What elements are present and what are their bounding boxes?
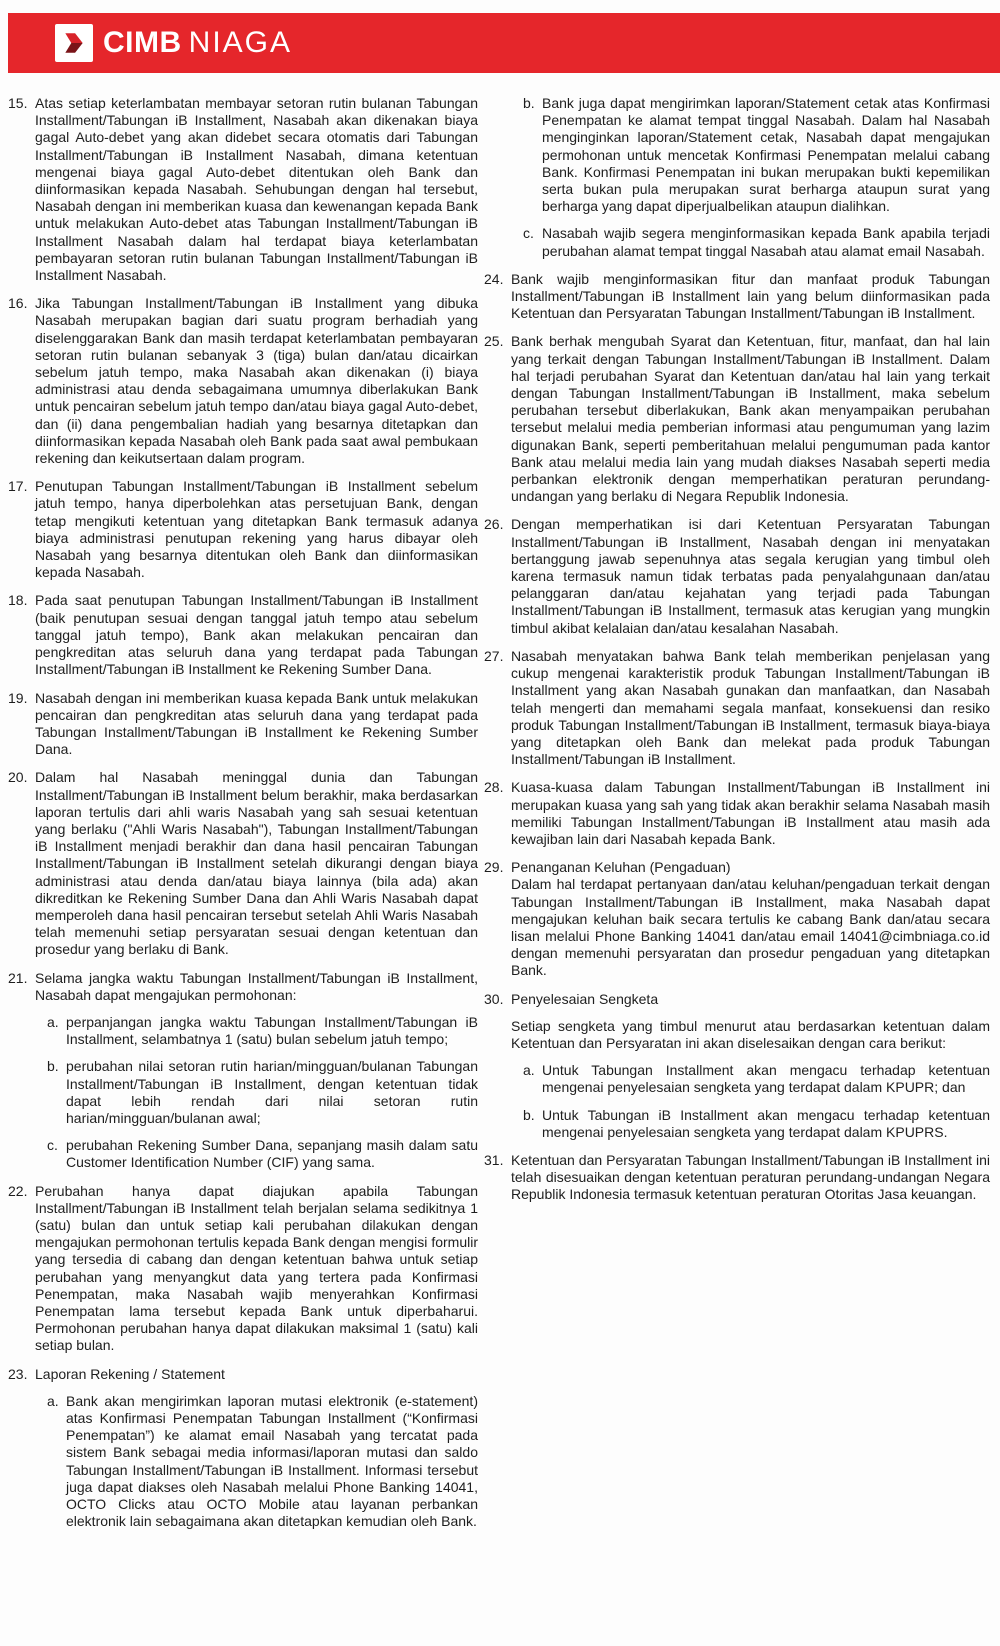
term-text: Setiap sengketa yang timbul menurut atau berdasarkan ketentuan dalam Ketentuan dan Persyaratan ini akan diselesaikan dengan cara berikut: [511,1017,990,1051]
term-item [8,1366,478,1531]
terms-document [0,73,1000,1581]
term-sub-item [511,225,990,259]
term-text: Kuasa-kuasa dalam Tabungan Installment/Tabungan iB Installment ini merupakan kuasa yang sah yang tidak akan berakhir selama Nasabah masih memiliki Tabungan Installment/Tabungan iB Installment atau masih ada kewajiban lain dari Nasabah kepada Bank. [511,779,990,847]
term-text: Nasabah menyatakan bahwa Bank telah memberikan penjelasan yang cukup mengenai karakteristik produk Tabungan Installment/Tabungan iB Installment yang akan Nasabah gunakan dan manfaatkan, dan Nasabah telah mengerti dan memahami segala manfaat, konsekuensi dan resiko produk Tabungan Installment/Tabungan iB Installment, termasuk biaya-biaya yang ditetapkan oleh Bank dan melekat pada produk Tabungan Installment/Tabungan iB Installment. [511,647,990,768]
term-item [8,295,478,467]
terms-column-right [484,95,990,1541]
sub-text: perpanjangan jangka waktu Tabungan Installment/Tabungan iB Installment, selambatnya 1 (satu) bulan sebelum jatuh tempo; [66,1013,478,1048]
term-text: Perubahan hanya dapat diajukan apabila Tabungan Installment/Tabungan iB Installment telah berjalan selama sedikitnya 1 (satu) bulan dan untuk setiap kali perubahan dilakukan dengan mengajukan permohonan tertulis kepada Bank dengan mengisi formulir yang tersedia di cabang dan dengan ketentuan bahwa untuk setiap perubahan yang menyangkut data yang tertera pada Konfirmasi Penempatan, maka Nasabah wajib menyerahkan Konfirmasi Penempatan lama tersebut kepada Bank untuk diperbaharui. Permohonan perubahan hanya dapat dilakukan maksimal 1 (satu) kali setiap bulan. [35,1182,478,1354]
sub-text: perubahan Rekening Sumber Dana, sepanjang masih dalam satu Customer Identification Number (CIF) yang sama. [66,1137,478,1171]
term-text: Dalam hal Nasabah meninggal dunia dan Tabungan Installment/Tabungan iB Installment belum berakhir, maka berdasarkan laporan tertulis dari ahli waris Nasabah yang sah sesuai ketentuan yang berlaku ("Ahli Waris Nasabah"), Tabungan Installment/Tabungan iB Installment menjadi berakhir dan dana hasil pencairan Tabungan Installment/Tabungan iB Installment setelah dikurangi dengan biaya administrasi atau denda dan/atau biaya lainnya (bila ada) akan dikreditkan ke Rekening Sumber Dana dan Ahli Waris Nasabah dapat memperoleh dana hasil pencairan tersebut setelah Ahli Waris Nasabah telah memenuhi setiap persyaratan sesuai dengan ketentuan dan prosedur yang berlaku di Bank. [35,769,478,958]
term-body [511,859,990,979]
term-body [511,516,990,636]
term-sub-item [35,1058,478,1127]
term-title: Penanganan Keluhan (Pengaduan) [511,859,731,876]
term-body [35,592,478,678]
term-number: 25. [484,333,504,350]
term-number: 31. [484,1151,504,1168]
term-number: 27. [484,647,504,664]
term-item [8,592,478,678]
term-item [8,478,478,581]
sub-letter: b. [47,1058,59,1075]
term-sub-item [511,95,990,215]
term-number: 18. [8,592,28,609]
term-title: Penyelesaian Sengketa [511,990,659,1007]
term-number: 26. [484,516,504,533]
term-body [35,95,478,284]
term-body [35,1366,478,1531]
term-item [8,690,478,759]
term-text: Jika Tabungan Installment/Tabungan iB Installment yang dibuka Nasabah merupakan bagian dari suatu program berhadiah yang diselenggarakan Bank dan masih terdapat keterlambatan pembayaran setoran rutin bulanan sebanyak 3 (tiga) bulan dan/atau dicairkan sebelum jatuh tempo, maka Nasabah akan dikenakan (i) biaya administrasi atau denda sebagaimana umumnya diberlakukan Bank untuk pencairan sebelum jatuh tempo dan/atau biaya gagal Auto-debet, dan (ii) dana pengembalian hadiah yang besarnya ditetapkan dan diinformasikan kepada Nasabah oleh Bank pada saat awal pembukaan rekening dan keikutsertaan dalam program. [35,295,478,467]
sub-letter: a. [47,1392,59,1409]
sub-text: Bank juga dapat mengirimkan laporan/Statement cetak atas Konfirmasi Penempatan ke alamat tempat tinggal Nasabah. Dalam hal Nasabah menginginkan laporan/Statement cetak, Nasabah dapat mengajukan permohonan untuk mencetak Konfirmasi Penempatan melalui cabang Bank. Konfirmasi Penempatan ini bukan merupakan bukti kepemilikan serta bukan pula merupakan surat berharga ataupun surat yang berharga yang dapat diperjualbelikan ataupun dialihkan. [542,95,990,215]
term-body [35,478,478,581]
term-body [511,991,990,1141]
sub-text: Bank akan mengirimkan laporan mutasi elektronik (e-statement) atas Konfirmasi Penempatan Tabungan Installment (“Konfirmasi Penempatan”) ke alamat email Nasabah yang tercatat pada sistem Bank sebagai media informasi/laporan mutasi dan saldo Tabungan Installment/Tabungan iB Installment. Informasi tersebut juga dapat diakses oleh Nasabah melalui Phone Banking 14041, OCTO Clicks atau OCTO Mobile atau layanan perbankan elektronik lain sebagaimana akan ditetapkan kemudian oleh Bank. [66,1392,478,1530]
brand-niaga: NIAGA [188,26,293,59]
term-number: 17. [8,478,28,495]
term-number: 29. [484,859,504,876]
term-item [484,859,990,979]
term-body [35,1183,478,1355]
term-item [8,1183,478,1355]
term-item [484,779,990,848]
term-body [511,779,990,848]
term-item [484,516,990,636]
term-sub-item [511,1062,990,1096]
term-body [35,769,478,958]
term-item [8,95,478,284]
term-item [484,991,990,1141]
term-sub-item [35,1393,478,1531]
sub-text: Untuk Tabungan Installment akan mengacu terhadap ketentuan mengenai penyelesaian sengketa yang terdapat dalam KPUPR; dan [542,1062,990,1096]
term-number: 30. [484,990,504,1007]
term-item [484,1152,990,1204]
brand-wordmark [103,28,292,58]
sub-letter: c. [47,1137,58,1154]
term-body [35,970,478,1172]
term-number: 24. [484,270,504,287]
term-body [511,648,990,768]
term-text: Dalam hal terdapat pertanyaan dan/atau keluhan/pengaduan terkait dengan Tabungan Installment/Tabungan iB Installment, maka Nasabah dapat mengajukan keluhan baik secara tertulis ke cabang Bank dan/atau secara lisan melalui Phone Banking 14041 dan/atau email 14041@cimbniaga.co.id dengan memenuhi persyaratan dan prosedur pengaduan yang ditetapkan Bank. [511,876,990,979]
sub-text: perubahan nilai setoran rutin harian/mingguan/bulanan Tabungan Installment/Tabungan iB Installment, dengan ketentuan tidak dapat lebih rendah dari nilai setoran rutin harian/mingguan/bulanan awal; [66,1058,478,1126]
term-body [511,1152,990,1204]
term-number: 28. [484,779,504,796]
term-text: Selama jangka waktu Tabungan Installment/Tabungan iB Installment, Nasabah dapat mengajukan permohonan: [35,969,478,1003]
term-sub-item [35,1137,478,1171]
term-item [484,271,990,323]
term-number: 20. [8,769,28,786]
sub-letter: b. [523,1106,535,1123]
term-item [8,769,478,958]
sub-letter: a. [523,1062,535,1079]
cimb-arrow-icon [61,30,87,56]
brand-cimb: CIMB [103,26,182,59]
term-sub-item [35,1014,478,1048]
term-number: 19. [8,689,28,706]
term-number: 23. [8,1365,28,1382]
term-body [511,271,990,323]
sub-text: Untuk Tabungan iB Installment akan mengacu terhadap ketentuan mengenai penyelesaian sengketa yang terdapat dalam KPUPRS. [542,1106,990,1140]
term-item [484,95,990,260]
term-text: Penutupan Tabungan Installment/Tabungan iB Installment sebelum jatuh tempo, hanya diperbolehkan atas persetujuan Bank, dengan tetap mengikuti ketentuan yang ditetapkan Bank termasuk adanya biaya administrasi penutupan rekening yang harus dibayar oleh Nasabah yang besarnya ditentukan oleh Bank dan diinformasikan kepada Nasabah. [35,478,478,581]
term-number [484,95,511,260]
sub-letter: b. [523,95,535,111]
term-title: Laporan Rekening / Statement [35,1365,225,1382]
term-body [511,333,990,505]
sub-letter: c. [523,225,534,242]
term-text: Ketentuan dan Persyaratan Tabungan Installment/Tabungan iB Installment ini telah disesuaikan dengan ketentuan peraturan perundang-undangan Negara Republik Indonesia termasuk ketentuan peraturan Otoritas Jasa keuangan. [511,1151,990,1203]
terms-column-left [8,95,478,1541]
term-text: Bank wajib menginformasikan fitur dan manfaat produk Tabungan Installment/Tabungan iB Installment lain yang belum diinformasikan pada Ketentuan dan Persyaratan Tabungan Installment/Tabungan iB Installment. [511,270,990,322]
term-body [35,690,478,759]
term-text: Dengan memperhatikan isi dari Ketentuan Persyaratan Tabungan Installment/Tabungan iB Installment, Nasabah dengan ini menyatakan bertanggung jawab sepenuhnya atas segala kerugian yang timbul oleh karena termasuk namun tidak terbatas pada penyalahgunaan dan/atau pelanggaran dan/atau kejahatan yang terjadi pada Tabungan Installment/Tabungan iB Installment, termasuk atas kerugian yang mungkin timbul akibat kelalaian dan/atau kesalahan Nasabah. [511,516,990,636]
term-text: Bank berhak mengubah Syarat dan Ketentuan, fitur, manfaat, dan hal lain yang terkait dengan Tabungan Installment/Tabungan iB Installment. Dalam hal terjadi perubahan Syarat dan Ketentuan dan/atau hal lain yang terkait dengan Tabungan Installment/Tabungan iB Installment, maka sebelum perubahan tersebut diberlakukan, Bank akan menyampaikan perubahan tersebut melalui media pemberian informasi atau pengumuman yang lazim digunakan Bank, seperti pemberitahuan melalui pengumuman pada kantor Bank atau melalui media lain yang mudah diakses Nasabah seperti media perbankan elektronik dengan memperhatikan peraturan perundang-undangan yang berlaku di Negara Republik Indonesia. [511,333,990,505]
term-text: Atas setiap keterlambatan membayar setoran rutin bulanan Tabungan Installment/Tabungan iB Installment, Nasabah akan dikenakan biaya gagal Auto-debet yang akan didebet secara otomatis dari Tabungan Installment/Tabungan iB Installment Nasabah, dimana ketentuan mengenai biaya gagal Auto-debet ditentukan oleh Bank dan diinformasikan kepada Nasabah. Sehubungan dengan hal tersebut, Nasabah dengan ini memberikan kuasa dan kewenangan kepada Bank untuk melakukan Auto-debet atas Tabungan Installment/Tabungan iB Installment Nasabah dalam hal terdapat biaya keterlambatan pembayaran setoran rutin bulanan Tabungan Installment/Tabungan iB Installment Nasabah. [35,95,478,284]
sub-letter: a. [47,1013,59,1030]
term-item [484,648,990,768]
term-number: 21. [8,969,28,986]
cimb-niaga-logo [55,24,93,62]
term-number: 16. [8,295,28,312]
term-number: 15. [8,95,28,111]
term-item [8,970,478,1172]
term-text: Pada saat penutupan Tabungan Installment/Tabungan iB Installment (baik penutupan sesuai dengan tanggal jatuh tempo atau sebelum tanggal jatuh tempo), Bank akan melakukan pencairan dan pengkreditan atas seluruh dana yang terdapat pada Tabungan Installment/Tabungan iB Installment ke Rekening Sumber Dana. [35,592,478,678]
cimb-niaga-banner [8,13,1000,73]
term-text: Nasabah dengan ini memberikan kuasa kepada Bank untuk melakukan pencairan dan pengkreditan atas seluruh dana yang terdapat pada Tabungan Installment/Tabungan iB Installment ke Rekening Sumber Dana. [35,689,478,758]
top-margin [0,0,1000,13]
term-item [484,333,990,505]
sub-text: Nasabah wajib segera menginformasikan kepada Bank apabila terjadi perubahan alamat tempat tinggal Nasabah atau alamat email Nasabah. [542,225,990,259]
term-sub-item [511,1107,990,1141]
term-body [35,295,478,467]
term-body [511,95,990,260]
term-number: 22. [8,1182,28,1199]
